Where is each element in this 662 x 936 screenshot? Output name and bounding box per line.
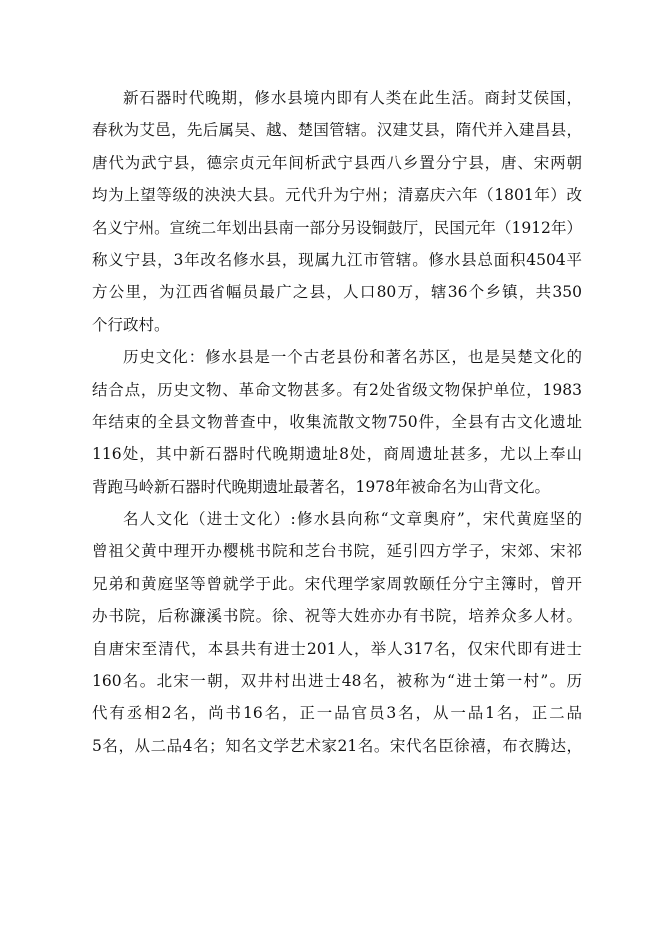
paragraph-3-line-2: 曾祖父黄中理开办樱桃书院和芝台书院，延引四方学子，宋郊、宋祁 — [92, 542, 582, 561]
document-body — [92, 82, 582, 762]
paragraph-2-line-3: 年结束的全县文物普查中，收集流散文物750件，全县有古文化遗址 — [92, 412, 582, 431]
paragraph-1-line-1: 新石器时代晚期，修水县境内即有人类在此生活。商封艾侯国， — [123, 89, 582, 107]
paragraph-1-line-4: 均为上望等级的泱泱大县。元代升为宁州；清嘉庆六年（1801年）改 — [92, 186, 582, 205]
paragraph-3-line-1: 名人文化（进士文化）:修水县向称“文章奥府”，宋代黄庭坚的 — [123, 510, 582, 529]
paragraph-3-line-3: 兄弟和黄庭坚等曾就学于此。宋代理学家周敦颐任分宁主簿时，曾开 — [92, 574, 582, 593]
paragraph-1-line-5: 名义宁州。宣统二年划出县南一部分另设铜鼓厅，民国元年（1912年） — [92, 218, 582, 237]
paragraph-1-line-8: 个行政村。 — [92, 315, 170, 334]
paragraph-1-line-3: 唐代为武宁县，德宗贞元年间析武宁县西八乡置分宁县，唐、宋两朝 — [92, 153, 582, 172]
paragraph-3-line-8: 5名，从二品4名；知名文学艺术家21名。宋代名臣徐禧，布衣腾达， — [92, 736, 582, 755]
paragraph-1-line-6: 称义宁县，3年改名修水县，现属九江市管辖。修水县总面积4504平 — [92, 250, 582, 269]
paragraph-3-line-6: 160名。北宋一朝，双井村出进士48名，被称为“进士第一村”。历 — [92, 672, 582, 691]
paragraph-3-line-4: 办书院，后称濂溪书院。徐、祝等大姓亦办有书院，培养众多人材。 — [92, 607, 582, 626]
paragraph-1-line-2: 春秋为艾邑，先后属吴、越、楚国管辖。汉建艾县，隋代并入建昌县， — [92, 121, 582, 140]
paragraph-3-line-7: 代有丞相2名，尚书16名，正一品官员3名，从一品1名，正二品 — [92, 704, 582, 723]
paragraph-2-line-1: 历史文化：修水县是一个古老县份和著名苏区，也是吴楚文化的 — [123, 348, 582, 367]
paragraph-2-line-5: 背跑马岭新石器时代晚期遗址最著名，1978年被命名为山背文化。 — [92, 477, 550, 496]
paragraph-2-line-4: 116处，其中新石器时代晚期遗址8处，商周遗址甚多，尤以上奉山 — [92, 445, 582, 464]
paragraph-3-line-5: 自唐宋至清代，本县共有进士201人，举人317名，仅宋代即有进士 — [92, 639, 582, 658]
paragraph-1-line-7: 方公里，为江西省幅员最广之县，人口80万，辖36个乡镇，共350 — [92, 283, 582, 302]
paragraph-2-line-2: 结合点，历史文物、革命文物甚多。有2处省级文物保护单位，1983 — [92, 380, 582, 399]
